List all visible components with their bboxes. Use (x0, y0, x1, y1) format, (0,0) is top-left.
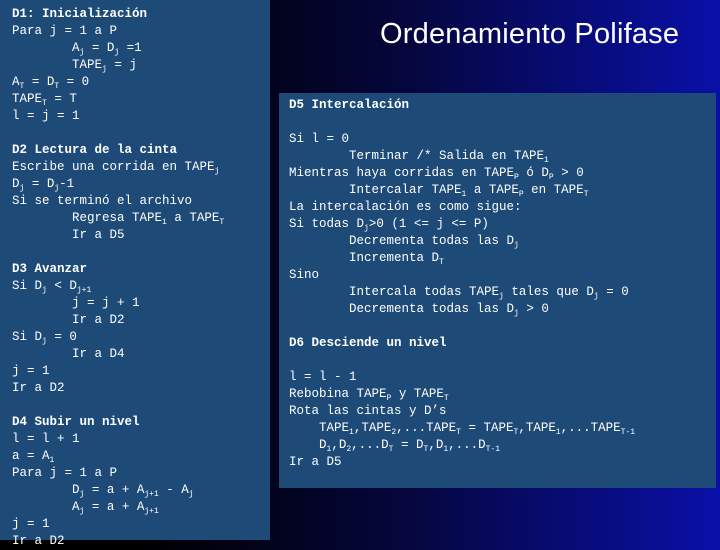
subscript: j (514, 309, 519, 318)
line-text: = j (106, 58, 137, 72)
algorithm-line (289, 267, 716, 284)
subscript: 1 (326, 445, 332, 454)
subscript: 2 (391, 428, 397, 437)
algorithm-line (12, 57, 270, 74)
subscript: T (54, 82, 60, 91)
line-text: a TAPE (166, 211, 220, 225)
line-text: TAPE (12, 92, 43, 106)
subscript: 1 (49, 456, 55, 465)
line-text: Mientras haya corridas en TAPE (289, 166, 515, 180)
subscript: j+1 (76, 286, 92, 295)
line-text: A (12, 500, 80, 514)
algorithm-line (12, 108, 270, 125)
line-text: l = l + 1 (12, 432, 80, 446)
subscript: j (499, 292, 504, 301)
line-text: y TAPE (391, 387, 444, 401)
slide-title: Ordenamiento Polifase (380, 18, 680, 50)
subscript: j (593, 292, 599, 301)
subscript: j (19, 184, 25, 193)
line-text: ,...D (448, 438, 486, 452)
algorithm-line (12, 516, 270, 533)
algorithm-line (12, 482, 270, 499)
line-text: = D (24, 177, 55, 191)
line-text: l = j = 1 (12, 109, 80, 123)
algorithm-line (12, 346, 270, 363)
algorithm-line (12, 176, 270, 193)
line-text: ,D (331, 438, 347, 452)
subscript: j (364, 224, 369, 233)
algorithm-line (12, 193, 270, 210)
line-text: = T (46, 92, 77, 106)
subscript: 1 (555, 428, 561, 437)
line-text: Decrementa todas las D (289, 302, 515, 316)
algorithm-line (289, 165, 716, 182)
line-text: D (12, 483, 80, 497)
algorithm-line (12, 23, 270, 40)
line-text: > 0 (518, 302, 549, 316)
line-text: Si D (12, 279, 43, 293)
line-text: = 0 (59, 75, 90, 89)
subscript: T (19, 82, 25, 91)
subscript: T-1 (485, 445, 501, 454)
line-text: j = 1 (12, 517, 50, 531)
algorithm-line (12, 533, 270, 550)
line-text: Incrementa D (289, 251, 440, 265)
line-text: Intercala todas TAPE (289, 285, 500, 299)
line-text: ,...D (351, 438, 389, 452)
subscript: T (443, 394, 449, 403)
line-text: Para j = 1 a P (12, 466, 118, 480)
line-text: en TAPE (523, 183, 584, 197)
line-text: -1 (59, 177, 75, 191)
subscript: T (513, 428, 519, 437)
subscript: T (583, 190, 589, 199)
subscript: T (42, 99, 47, 108)
algorithm-line (12, 312, 270, 329)
subscript: j (514, 241, 519, 250)
line-text: TAPE (289, 421, 350, 435)
algorithm-line (12, 431, 270, 448)
line-text: tales que D (503, 285, 594, 299)
subscript: P (386, 394, 392, 403)
subscript: 1 (443, 445, 449, 454)
algorithm-line (289, 148, 716, 165)
algorithm-line (289, 403, 716, 420)
subscript: T-1 (620, 428, 636, 437)
line-text: Sino (289, 268, 320, 282)
algorithm-line (12, 40, 270, 57)
algorithm-line (289, 369, 716, 386)
line-text: TAPE (12, 58, 103, 72)
line-text: Ir a D2 (12, 534, 65, 548)
line-text: = D (24, 75, 55, 89)
step-heading: D2 Lectura de la cinta (12, 143, 178, 157)
line-text: Si D (12, 330, 43, 344)
line-text: La intercalación es como sigue: (289, 200, 522, 214)
line-text: Ir a D4 (12, 347, 125, 361)
left-algorithm-panel (0, 0, 270, 548)
step-heading: D5 Intercalación (289, 98, 410, 112)
algorithm-line (12, 91, 270, 108)
subscript: T (219, 218, 225, 227)
step-heading: D6 Desciende un nivel (289, 336, 447, 350)
line-text: Ir a D2 (12, 381, 65, 395)
step-heading: D1: Inicialización (12, 7, 148, 21)
algorithm-line (12, 329, 270, 346)
algorithm-line (12, 278, 270, 295)
subscript: T (423, 445, 429, 454)
algorithm-line (289, 216, 716, 233)
line-text: D (12, 177, 20, 191)
line-text: a = A (12, 449, 50, 463)
algorithm-line (289, 199, 716, 216)
algorithm-line (289, 437, 716, 454)
line-text: ,...TAPE (396, 421, 457, 435)
subscript: T (388, 445, 394, 454)
subscript: j+1 (144, 507, 159, 516)
line-text: a TAPE (466, 183, 519, 197)
subscript: T (439, 258, 444, 267)
algorithm-line (289, 233, 716, 250)
line-text: Rota las cintas y D’s (289, 404, 447, 418)
subscript: j (79, 48, 85, 57)
line-text: = a + A (84, 483, 145, 497)
algorithm-line (12, 210, 270, 227)
line-text: j = 1 (12, 364, 50, 378)
subscript: P (514, 173, 519, 182)
line-text: Intercalar TAPE (289, 183, 462, 197)
line-text: ,TAPE (518, 421, 556, 435)
subscript: j (114, 48, 120, 57)
line-text: Ir a D2 (12, 313, 125, 327)
line-text: Escribe una corrida en TAPE (12, 160, 215, 174)
algorithm-line (289, 420, 716, 437)
subscript: j+1 (144, 490, 159, 499)
subscript: P (518, 190, 524, 199)
line-text: > 0 (553, 166, 584, 180)
subscript: j (102, 65, 107, 74)
subscript: j (214, 167, 220, 176)
line-text: ó D (518, 166, 549, 180)
right-algorithm-panel (279, 93, 716, 488)
algorithm-line (12, 499, 270, 516)
line-text: = a + A (84, 500, 145, 514)
line-text: Decrementa todas las D (289, 234, 515, 248)
line-text: - A (158, 483, 189, 497)
line-text: Regresa TAPE (12, 211, 163, 225)
line-text: Rebobina TAPE (289, 387, 387, 401)
line-text: = D (393, 438, 424, 452)
subscript: j (188, 490, 194, 499)
line-text: D (289, 438, 327, 452)
subscript: P (548, 173, 554, 182)
algorithm-line (289, 454, 716, 471)
subscript: 1 (162, 218, 167, 227)
line-text: Para j = 1 a P (12, 24, 118, 38)
step-heading: D3 Avanzar (12, 262, 88, 276)
algorithm-line (12, 363, 270, 380)
subscript: 1 (461, 190, 467, 199)
algorithm-line (12, 295, 270, 312)
line-text: ,D (428, 438, 444, 452)
algorithm-line (12, 448, 270, 465)
line-text: l = l - 1 (289, 370, 357, 384)
line-text: =1 (119, 41, 142, 55)
line-text: < D (46, 279, 77, 293)
subscript: j (79, 490, 85, 499)
subscript: T (456, 428, 461, 437)
algorithm-line (289, 182, 716, 199)
algorithm-line (289, 386, 716, 403)
algorithm-line (12, 227, 270, 244)
subscript: 2 (346, 445, 352, 454)
algorithm-line (289, 250, 716, 267)
line-text: ,...TAPE (560, 421, 621, 435)
line-text: A (12, 41, 80, 55)
algorithm-line (12, 74, 270, 91)
algorithm-line (12, 380, 270, 397)
line-text: = 0 (598, 285, 629, 299)
subscript: j (42, 337, 47, 346)
subscript: 1 (349, 428, 354, 437)
subscript: 1 (544, 156, 549, 165)
line-text: Si se terminó el archivo (12, 194, 193, 208)
algorithm-line (289, 131, 716, 148)
line-text: ,TAPE (353, 421, 392, 435)
line-text: Terminar /* Salida en TAPE (289, 149, 545, 163)
line-text: Si todas D (289, 217, 365, 231)
line-text: = D (84, 41, 115, 55)
algorithm-line (12, 159, 270, 176)
algorithm-line (12, 465, 270, 482)
line-text: Si l = 0 (289, 132, 350, 146)
step-heading: D4 Subir un nivel (12, 415, 140, 429)
line-text: A (12, 75, 20, 89)
subscript: j (79, 507, 85, 516)
algorithm-line (289, 284, 716, 301)
line-text: = TAPE (460, 421, 514, 435)
subscript: j (54, 184, 60, 193)
line-text: = 0 (46, 330, 77, 344)
subscript: j (42, 286, 47, 295)
algorithm-line (289, 301, 716, 318)
line-text: j = j + 1 (12, 296, 140, 310)
line-text: Ir a D5 (12, 228, 125, 242)
line-text: >0 (1 <= j <= P) (368, 217, 489, 231)
line-text: Ir a D5 (289, 455, 342, 469)
